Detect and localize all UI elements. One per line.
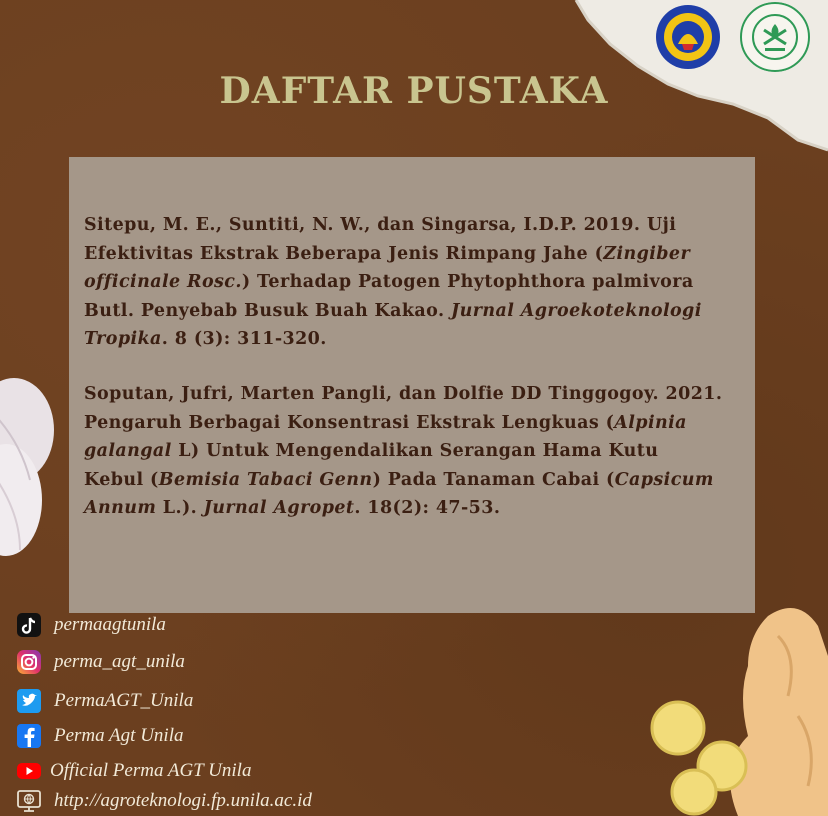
social-youtube[interactable] bbox=[16, 758, 251, 784]
reference-item: Soputan, Jufri, Marten Pangli, dan Dolfie DD Tinggogoy. 2021. Pengaruh Berbagai Konsentrasi Ekstrak Lengkuas (Alpinia galangal L) Untuk Mengendalikan Serangan Hama Kutu Kebul (Bemisia Tabaci Genn) Pada Tanaman Cabai (Capsicum Annum L.). Jurnal Agropet. 18(2): 47-53. bbox=[84, 384, 723, 519]
ginger-decoration bbox=[648, 596, 828, 816]
social-handle: perma_agt_unila bbox=[54, 651, 185, 672]
page-title: DAFTAR PUSTAKA bbox=[219, 70, 609, 112]
social-handle: PermaAGT_Unila bbox=[54, 690, 194, 711]
youtube-icon bbox=[16, 758, 42, 784]
social-handle: Official Perma AGT Unila bbox=[50, 760, 252, 781]
social-instagram[interactable] bbox=[16, 649, 185, 675]
universitas-lampung-logo bbox=[654, 4, 722, 70]
perma-agroteknologi-logo bbox=[738, 2, 812, 72]
social-handle: permaagtunila bbox=[54, 614, 166, 635]
social-tiktok[interactable] bbox=[16, 612, 166, 638]
web-icon bbox=[16, 788, 42, 814]
reference-item: Sitepu, M. E., Suntiti, N. W., dan Singarsa, I.D.P. 2019. Uji Efektivitas Ekstrak Beberapa Jenis Rimpang Jahe (Zingiber officinale Rosc.) Terhadap Patogen Phytophthora palmivora Butl. Penyebab Busuk Buah Kakao. Jurnal Agroekoteknologi Tropika. 8 (3): 311-320. bbox=[84, 215, 702, 350]
social-handle: Perma Agt Unila bbox=[54, 725, 184, 746]
facebook-icon bbox=[16, 723, 42, 749]
social-website[interactable] bbox=[16, 788, 312, 814]
social-facebook[interactable] bbox=[16, 723, 183, 749]
website-link[interactable]: http://agroteknologi.fp.unila.ac.id bbox=[54, 790, 312, 811]
instagram-icon bbox=[16, 649, 42, 675]
twitter-icon bbox=[16, 688, 42, 714]
flower-decoration bbox=[0, 370, 54, 560]
social-twitter[interactable] bbox=[16, 688, 193, 714]
tiktok-icon bbox=[16, 612, 42, 638]
